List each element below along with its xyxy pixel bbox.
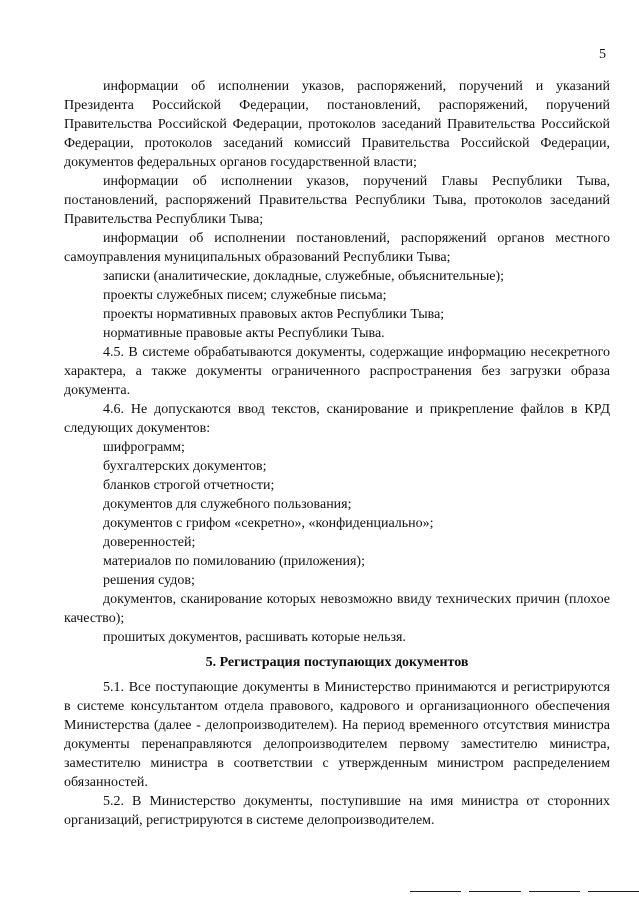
rule-segment bbox=[529, 891, 580, 892]
list-item: доверенностей; bbox=[103, 535, 196, 550]
paragraph: информации об исполнении указов, распоряжений, поручений и указаний Президента Российской Федерации, постановлений, распоряжений, поручений Правительства Российской Федерации, протоколов заседаний Правительства Российской Федерации, протоколов заседаний комиссий Правительства Российской Федерации, документов федеральных органов государственной власти; bbox=[64, 79, 611, 170]
paragraph: информации об исполнении указов, поручений Главы Республики Тыва, постановлений, распоряжений Правительства Республики Тыва, протоколов заседаний Правительства Республики Тыва; bbox=[64, 174, 610, 227]
list-item: проекты служебных писем; служебные письма; bbox=[103, 288, 387, 303]
list-item: прошитых документов, расшивать которые нельзя. bbox=[103, 630, 406, 645]
rule-segment bbox=[469, 891, 520, 892]
rule-segment bbox=[410, 891, 461, 892]
footer-rule bbox=[410, 891, 639, 893]
list-item: документов, сканирование которых невозможно ввиду технических причин (плохое качество); bbox=[64, 592, 611, 626]
list-item: записки (аналитические, докладные, служебные, объяснительные); bbox=[103, 269, 505, 284]
paragraph-5-2: 5.2. В Министерство документы, поступившие на имя министра от сторонних организаций, регистрируются в системе делопроизводителем. bbox=[64, 794, 610, 828]
paragraph: информации об исполнении постановлений, распоряжений органов местного самоуправления муниципальных образований Республики Тыва; bbox=[64, 231, 610, 265]
list-item: нормативные правовые акты Республики Тыва. bbox=[103, 326, 385, 341]
page-number: 5 bbox=[599, 47, 606, 62]
document-body bbox=[64, 77, 610, 830]
section-heading: 5. Регистрация поступающих документов bbox=[205, 655, 469, 670]
paragraph-4-6: 4.6. Не допускаются ввод текстов, сканирование и прикрепление файлов в КРД следующих документов: bbox=[64, 402, 610, 436]
list-item: решения судов; bbox=[103, 573, 195, 588]
list-item: материалов по помилованию (приложения); bbox=[103, 554, 365, 569]
list-item: бланков строгой отчетности; bbox=[103, 478, 275, 493]
list-item: шифрограмм; bbox=[103, 440, 185, 455]
list-item: документов с грифом «секретно», «конфиденциально»; bbox=[103, 516, 434, 531]
paragraph-5-1: 5.1. Все поступающие документы в Министерство принимаются и регистрируются в системе консультантом отдела правового, кадрового и организационного обеспечения Министерства (далее - делопроизводителем). На период временного отсутствия министра документы перенаправляются делопроизводителем первому заместителю министра, заместителю министра в соответствии с утвержденным министром распределением обязанностей. bbox=[64, 680, 611, 790]
paragraph-4-5: 4.5. В системе обрабатываются документы, содержащие информацию несекретного характера, а также документы ограниченного распространения без загрузки образа документа. bbox=[64, 345, 610, 398]
list-item: бухгалтерских документов; bbox=[103, 459, 267, 474]
rule-segment bbox=[588, 891, 639, 892]
list-item: документов для служебного пользования; bbox=[103, 497, 352, 512]
list-item: проекты нормативных правовых актов Республики Тыва; bbox=[103, 307, 445, 322]
